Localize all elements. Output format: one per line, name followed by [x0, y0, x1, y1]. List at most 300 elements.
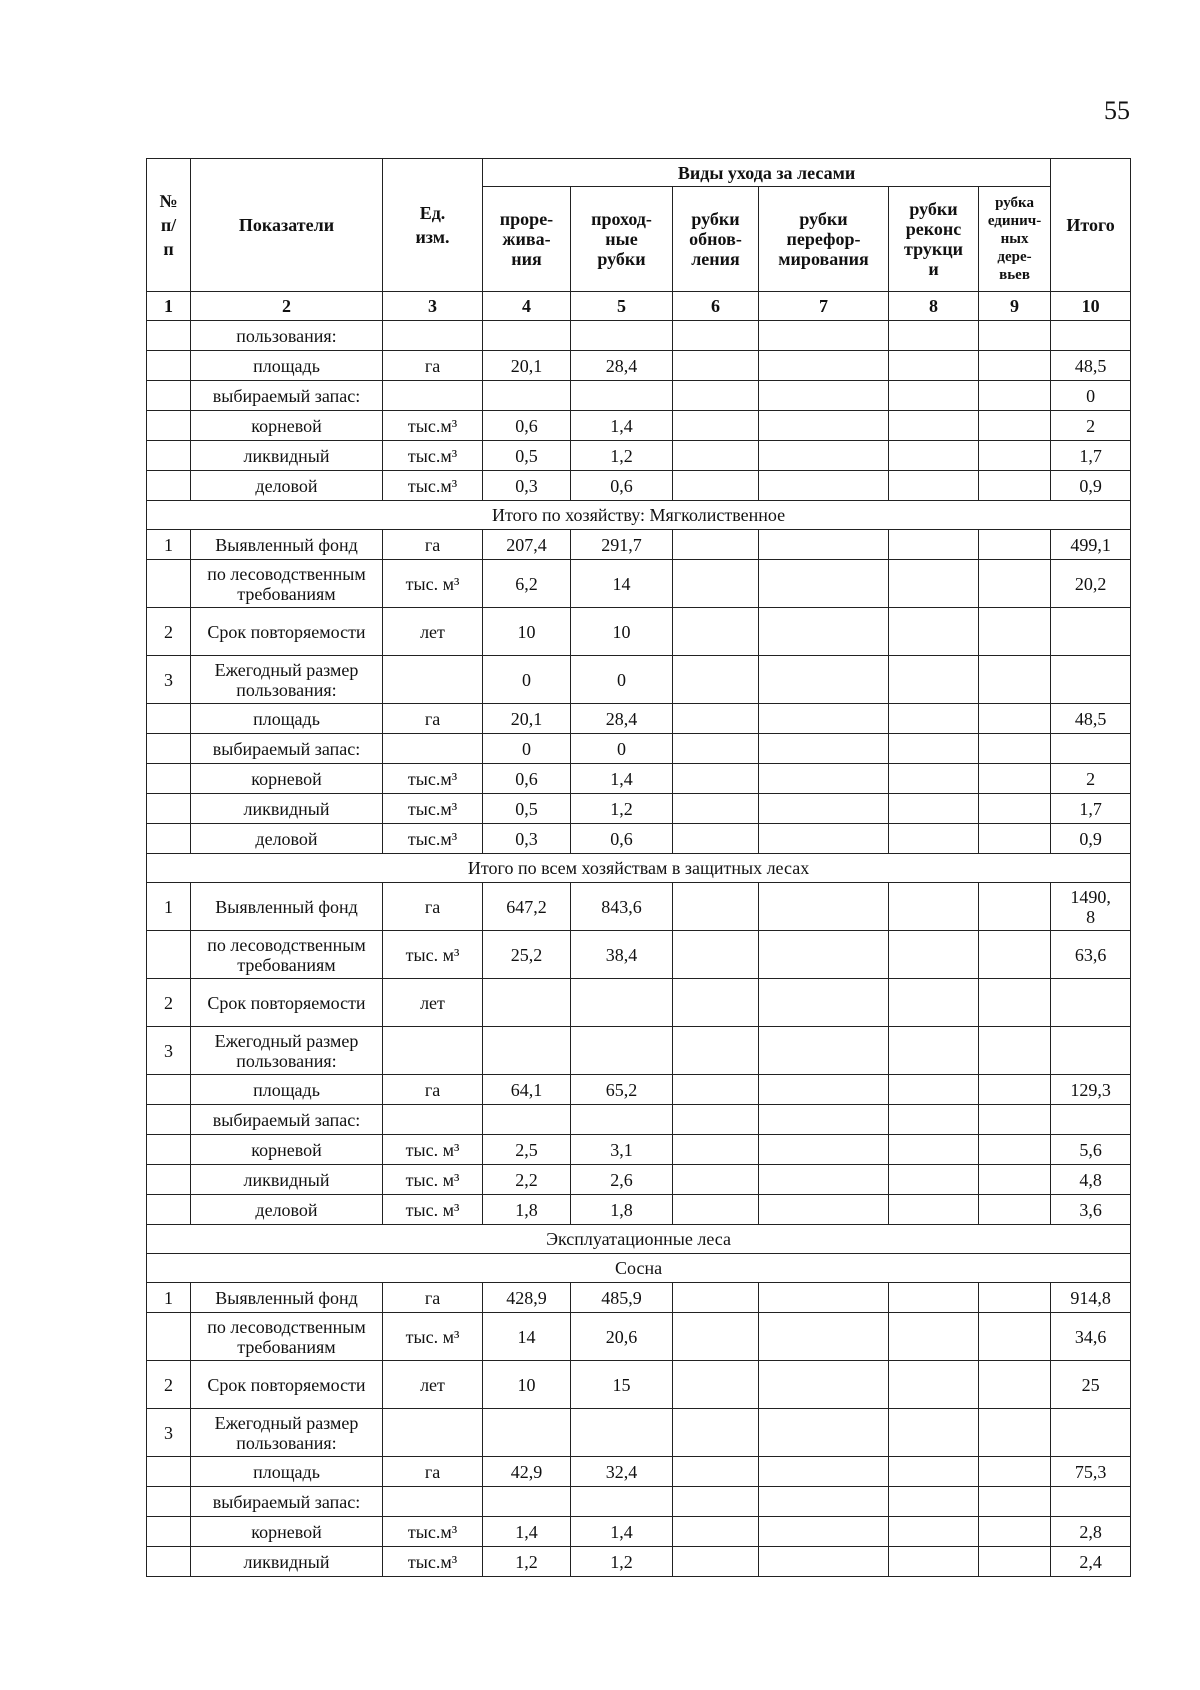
table-cell: 1,4: [571, 411, 673, 441]
table-cell: [759, 979, 889, 1027]
section-title: Сосна: [147, 1254, 1131, 1283]
table-row: [147, 979, 1131, 1027]
table-cell: [889, 656, 979, 704]
table-cell: [673, 1457, 759, 1487]
header-total: Итого: [1051, 159, 1131, 292]
table-cell: корневой: [191, 411, 383, 441]
table-cell: [483, 381, 571, 411]
table-cell: [673, 1547, 759, 1577]
table-cell: [147, 931, 191, 979]
table-cell: лет: [383, 1361, 483, 1409]
table-cell: [889, 1195, 979, 1225]
table-row: [147, 1547, 1131, 1577]
table-cell: тыс. м³: [383, 1313, 483, 1361]
table-cell: 428,9: [483, 1283, 571, 1313]
table-cell: 25,2: [483, 931, 571, 979]
col-index: 7: [759, 292, 889, 321]
table-cell: [483, 1409, 571, 1457]
table-cell: 3: [147, 1027, 191, 1075]
forest-care-table: [146, 158, 1131, 1577]
table-cell: га: [383, 1457, 483, 1487]
table-cell: площадь: [191, 351, 383, 381]
table-cell: [673, 560, 759, 608]
table-cell: [673, 1027, 759, 1075]
table-cell: 0: [571, 734, 673, 764]
table-cell: [147, 704, 191, 734]
table-row: [147, 560, 1131, 608]
table-cell: [979, 794, 1051, 824]
table-cell: 0,6: [571, 824, 673, 854]
section-row: [147, 1225, 1131, 1254]
table-cell: [759, 1165, 889, 1195]
header-unit: Ед. изм.: [383, 159, 483, 292]
table-cell: 1,8: [571, 1195, 673, 1225]
table-cell: 647,2: [483, 883, 571, 931]
table-cell: [147, 1313, 191, 1361]
table-row: [147, 530, 1131, 560]
table-cell: 75,3: [1051, 1457, 1131, 1487]
table-cell: 0: [483, 656, 571, 704]
table-cell: 1,2: [571, 441, 673, 471]
table-cell: [979, 1195, 1051, 1225]
header-col-passage: проход- ные рубки: [571, 187, 673, 292]
table-row: [147, 1487, 1131, 1517]
table-cell: [759, 1135, 889, 1165]
table-cell: [571, 321, 673, 351]
table-cell: 28,4: [571, 351, 673, 381]
table-cell: [571, 1487, 673, 1517]
table-cell: 485,9: [571, 1283, 673, 1313]
table-cell: [759, 1361, 889, 1409]
table-cell: [673, 1135, 759, 1165]
table-cell: [889, 441, 979, 471]
section-title: Итого по всем хозяйствам в защитных лесах: [147, 854, 1131, 883]
table-cell: [759, 1547, 889, 1577]
table-cell: [979, 764, 1051, 794]
table-cell: [147, 1487, 191, 1517]
table-cell: 65,2: [571, 1075, 673, 1105]
table-cell: [673, 608, 759, 656]
table-cell: [571, 1105, 673, 1135]
table-cell: по лесоводственным требованиям: [191, 931, 383, 979]
table-cell: [383, 1105, 483, 1135]
table-cell: [147, 1457, 191, 1487]
table-cell: [979, 824, 1051, 854]
table-cell: 10: [483, 608, 571, 656]
table-cell: 1,2: [571, 1547, 673, 1577]
table-cell: выбираемый запас:: [191, 1487, 383, 1517]
table-cell: [979, 1409, 1051, 1457]
table-cell: по лесоводственным требованиям: [191, 1313, 383, 1361]
section-row: [147, 501, 1131, 530]
table-cell: [889, 1409, 979, 1457]
table-cell: 20,1: [483, 351, 571, 381]
table-cell: [759, 824, 889, 854]
table-cell: [889, 824, 979, 854]
table-cell: [889, 1027, 979, 1075]
table-cell: лет: [383, 979, 483, 1027]
table-cell: 0: [1051, 381, 1131, 411]
table-cell: 48,5: [1051, 704, 1131, 734]
table-cell: [889, 411, 979, 441]
col-index: 8: [889, 292, 979, 321]
table-cell: [889, 530, 979, 560]
table-cell: 14: [571, 560, 673, 608]
table-cell: деловой: [191, 1195, 383, 1225]
table-cell: [1051, 1409, 1131, 1457]
table-cell: [571, 1409, 673, 1457]
table-cell: [759, 608, 889, 656]
table-cell: 129,3: [1051, 1075, 1131, 1105]
table-cell: ликвидный: [191, 1547, 383, 1577]
page-number: 55: [1104, 96, 1130, 125]
table-cell: [889, 560, 979, 608]
table-cell: 843,6: [571, 883, 673, 931]
table-cell: 2: [1051, 411, 1131, 441]
table-cell: 34,6: [1051, 1313, 1131, 1361]
table-cell: [147, 824, 191, 854]
table-cell: [889, 704, 979, 734]
table-cell: 42,9: [483, 1457, 571, 1487]
table-row: [147, 1027, 1131, 1075]
table-cell: 1,4: [571, 1517, 673, 1547]
table-cell: 1,7: [1051, 794, 1131, 824]
table-cell: 1: [147, 530, 191, 560]
table-cell: [673, 883, 759, 931]
table-cell: [889, 734, 979, 764]
table-row: [147, 471, 1131, 501]
table-cell: 0,5: [483, 441, 571, 471]
table-cell: Выявленный фонд: [191, 1283, 383, 1313]
table-cell: [889, 1165, 979, 1195]
table-row: [147, 1313, 1131, 1361]
table-cell: [979, 734, 1051, 764]
table-row: [147, 411, 1131, 441]
table-row: [147, 656, 1131, 704]
table-cell: [889, 381, 979, 411]
table-cell: [147, 471, 191, 501]
table-body: [147, 321, 1131, 1577]
table-cell: [979, 1165, 1051, 1195]
table-row: [147, 608, 1131, 656]
table-cell: лет: [383, 608, 483, 656]
section-row: [147, 854, 1131, 883]
table-row: [147, 704, 1131, 734]
table-cell: [979, 608, 1051, 656]
col-index: 9: [979, 292, 1051, 321]
table-cell: 10: [571, 608, 673, 656]
table-cell: тыс.м³: [383, 824, 483, 854]
table-cell: [759, 1409, 889, 1457]
table-cell: 2: [147, 979, 191, 1027]
table-cell: [979, 883, 1051, 931]
table-cell: [483, 1105, 571, 1135]
table-cell: [889, 1283, 979, 1313]
table-cell: [1051, 656, 1131, 704]
table-cell: [483, 321, 571, 351]
table-row: [147, 321, 1131, 351]
table-cell: [673, 1165, 759, 1195]
table-cell: [889, 471, 979, 501]
table-cell: 1: [147, 1283, 191, 1313]
table-cell: [759, 381, 889, 411]
table-row: [147, 931, 1131, 979]
section-title: Эксплуатационные леса: [147, 1225, 1131, 1254]
table-row: [147, 1457, 1131, 1487]
table-cell: 64,1: [483, 1075, 571, 1105]
col-index: 3: [383, 292, 483, 321]
table-cell: [673, 979, 759, 1027]
table-row: [147, 1195, 1131, 1225]
table-cell: [759, 1517, 889, 1547]
table-cell: 2: [147, 1361, 191, 1409]
table-row: [147, 1135, 1131, 1165]
table-cell: [979, 704, 1051, 734]
table-cell: 2,6: [571, 1165, 673, 1195]
table-cell: [979, 1547, 1051, 1577]
table-cell: [147, 764, 191, 794]
table-cell: тыс.м³: [383, 794, 483, 824]
table-cell: [147, 351, 191, 381]
table-cell: [759, 1457, 889, 1487]
table-cell: тыс. м³: [383, 1135, 483, 1165]
table-cell: [889, 979, 979, 1027]
table-cell: [147, 411, 191, 441]
table-cell: [889, 1487, 979, 1517]
table-cell: Ежегодный размер пользования:: [191, 1027, 383, 1075]
col-index: 2: [191, 292, 383, 321]
table-cell: [979, 1105, 1051, 1135]
table-cell: [673, 1487, 759, 1517]
table-row: [147, 734, 1131, 764]
table-cell: [483, 1487, 571, 1517]
table-cell: площадь: [191, 704, 383, 734]
table-cell: тыс.м³: [383, 411, 483, 441]
col-index: 4: [483, 292, 571, 321]
table-cell: [759, 411, 889, 441]
table-cell: 48,5: [1051, 351, 1131, 381]
table-cell: [147, 381, 191, 411]
table-row: [147, 441, 1131, 471]
table-cell: выбираемый запас:: [191, 1105, 383, 1135]
table-cell: Срок повторяемости: [191, 1361, 383, 1409]
table-cell: [979, 411, 1051, 441]
table-cell: 2: [147, 608, 191, 656]
table-cell: 1,4: [483, 1517, 571, 1547]
table-cell: тыс. м³: [383, 1165, 483, 1195]
table-cell: 1,4: [571, 764, 673, 794]
table-cell: [889, 1135, 979, 1165]
table-cell: [759, 560, 889, 608]
table-cell: 38,4: [571, 931, 673, 979]
table-cell: [889, 1105, 979, 1135]
table-cell: [889, 1361, 979, 1409]
table-cell: [673, 764, 759, 794]
table-cell: корневой: [191, 764, 383, 794]
table-cell: [673, 656, 759, 704]
table-cell: [759, 764, 889, 794]
table-cell: тыс. м³: [383, 931, 483, 979]
table-cell: [673, 411, 759, 441]
table-cell: [483, 1027, 571, 1075]
table-row: [147, 764, 1131, 794]
table-cell: 1,7: [1051, 441, 1131, 471]
table-cell: 0,9: [1051, 824, 1131, 854]
table-cell: 3,6: [1051, 1195, 1131, 1225]
table-cell: 2,4: [1051, 1547, 1131, 1577]
table-cell: [759, 1195, 889, 1225]
table-cell: 0,6: [483, 411, 571, 441]
table-cell: [673, 794, 759, 824]
table-cell: [673, 1075, 759, 1105]
header-col-renewal: рубки обнов- ления: [673, 187, 759, 292]
table-cell: [979, 1135, 1051, 1165]
table-cell: 20,2: [1051, 560, 1131, 608]
table-cell: по лесоводственным требованиям: [191, 560, 383, 608]
table-cell: [759, 1105, 889, 1135]
table-cell: 32,4: [571, 1457, 673, 1487]
table-cell: [889, 883, 979, 931]
table-cell: [889, 1457, 979, 1487]
table-cell: Ежегодный размер пользования:: [191, 1409, 383, 1457]
table-cell: [979, 1517, 1051, 1547]
table-cell: [673, 1283, 759, 1313]
table-row: [147, 1409, 1131, 1457]
header-col-single-trees: рубка единич- ных дере- вьев: [979, 187, 1051, 292]
table-cell: 291,7: [571, 530, 673, 560]
table-cell: [759, 704, 889, 734]
col-index: 6: [673, 292, 759, 321]
table-cell: [147, 794, 191, 824]
table-cell: [759, 471, 889, 501]
table-cell: 0,6: [483, 764, 571, 794]
table-cell: [979, 441, 1051, 471]
table-cell: 0,9: [1051, 471, 1131, 501]
table-cell: [383, 1487, 483, 1517]
table-cell: ликвидный: [191, 441, 383, 471]
table-row: [147, 381, 1131, 411]
table-cell: 2,8: [1051, 1517, 1131, 1547]
table-cell: площадь: [191, 1457, 383, 1487]
table-cell: [147, 1195, 191, 1225]
table-cell: [979, 560, 1051, 608]
table-cell: [673, 321, 759, 351]
table-cell: [759, 530, 889, 560]
table-cell: [759, 931, 889, 979]
table-cell: 0: [571, 656, 673, 704]
table-cell: [673, 1517, 759, 1547]
table-cell: 5,6: [1051, 1135, 1131, 1165]
table-row: [147, 824, 1131, 854]
table-cell: [673, 1361, 759, 1409]
table-cell: [979, 1361, 1051, 1409]
table-cell: тыс.м³: [383, 764, 483, 794]
col-index: 5: [571, 292, 673, 321]
table-cell: тыс. м³: [383, 560, 483, 608]
table-cell: [147, 1105, 191, 1135]
col-index: 10: [1051, 292, 1131, 321]
table-cell: 0,3: [483, 824, 571, 854]
table-cell: 4,8: [1051, 1165, 1131, 1195]
table-cell: [759, 734, 889, 764]
table-cell: выбираемый запас:: [191, 381, 383, 411]
table-row: [147, 1105, 1131, 1135]
table-cell: 914,8: [1051, 1283, 1131, 1313]
table-row: [147, 794, 1131, 824]
table-cell: [673, 704, 759, 734]
table-cell: [759, 1283, 889, 1313]
table-cell: [759, 1313, 889, 1361]
table-cell: [147, 734, 191, 764]
table-cell: га: [383, 1283, 483, 1313]
table-cell: [759, 1027, 889, 1075]
table-cell: [979, 321, 1051, 351]
table-cell: корневой: [191, 1517, 383, 1547]
table-cell: [383, 321, 483, 351]
table-cell: [383, 656, 483, 704]
table-cell: [979, 1487, 1051, 1517]
table-cell: [1051, 321, 1131, 351]
table-cell: [673, 931, 759, 979]
table-cell: [673, 471, 759, 501]
table-cell: [759, 351, 889, 381]
table-cell: тыс.м³: [383, 441, 483, 471]
table-cell: 20,6: [571, 1313, 673, 1361]
table-cell: [147, 560, 191, 608]
table-cell: [759, 321, 889, 351]
table-cell: 207,4: [483, 530, 571, 560]
table-cell: 25: [1051, 1361, 1131, 1409]
table-cell: [889, 608, 979, 656]
table-row: [147, 1361, 1131, 1409]
table-cell: [571, 1027, 673, 1075]
table-cell: [673, 530, 759, 560]
table-cell: [673, 1105, 759, 1135]
table-cell: [383, 1027, 483, 1075]
table-cell: [1051, 608, 1131, 656]
table-cell: [889, 764, 979, 794]
table-cell: [759, 1075, 889, 1105]
table-cell: [1051, 734, 1131, 764]
table-cell: [979, 1027, 1051, 1075]
table-cell: выбираемый запас:: [191, 734, 383, 764]
table-cell: [759, 794, 889, 824]
table-cell: [979, 1313, 1051, 1361]
table-cell: [1051, 1105, 1131, 1135]
table-cell: га: [383, 351, 483, 381]
header-col-reconstruction: рубки реконс трукци и: [889, 187, 979, 292]
table-cell: корневой: [191, 1135, 383, 1165]
table-cell: [889, 1075, 979, 1105]
table-cell: [1051, 1487, 1131, 1517]
table-cell: 1490, 8: [1051, 883, 1131, 931]
table-cell: ликвидный: [191, 794, 383, 824]
table-cell: [147, 441, 191, 471]
table-cell: [673, 441, 759, 471]
table-cell: [673, 734, 759, 764]
table-cell: 1: [147, 883, 191, 931]
table-cell: [759, 883, 889, 931]
table-cell: 0,3: [483, 471, 571, 501]
table-cell: [979, 1075, 1051, 1105]
table-cell: 3: [147, 1409, 191, 1457]
table-cell: [673, 1409, 759, 1457]
table-row: [147, 1075, 1131, 1105]
table-cell: 28,4: [571, 704, 673, 734]
header-care-types: Виды ухода за лесами: [483, 159, 1051, 187]
table-cell: [979, 1457, 1051, 1487]
table-cell: 1,2: [483, 1547, 571, 1577]
